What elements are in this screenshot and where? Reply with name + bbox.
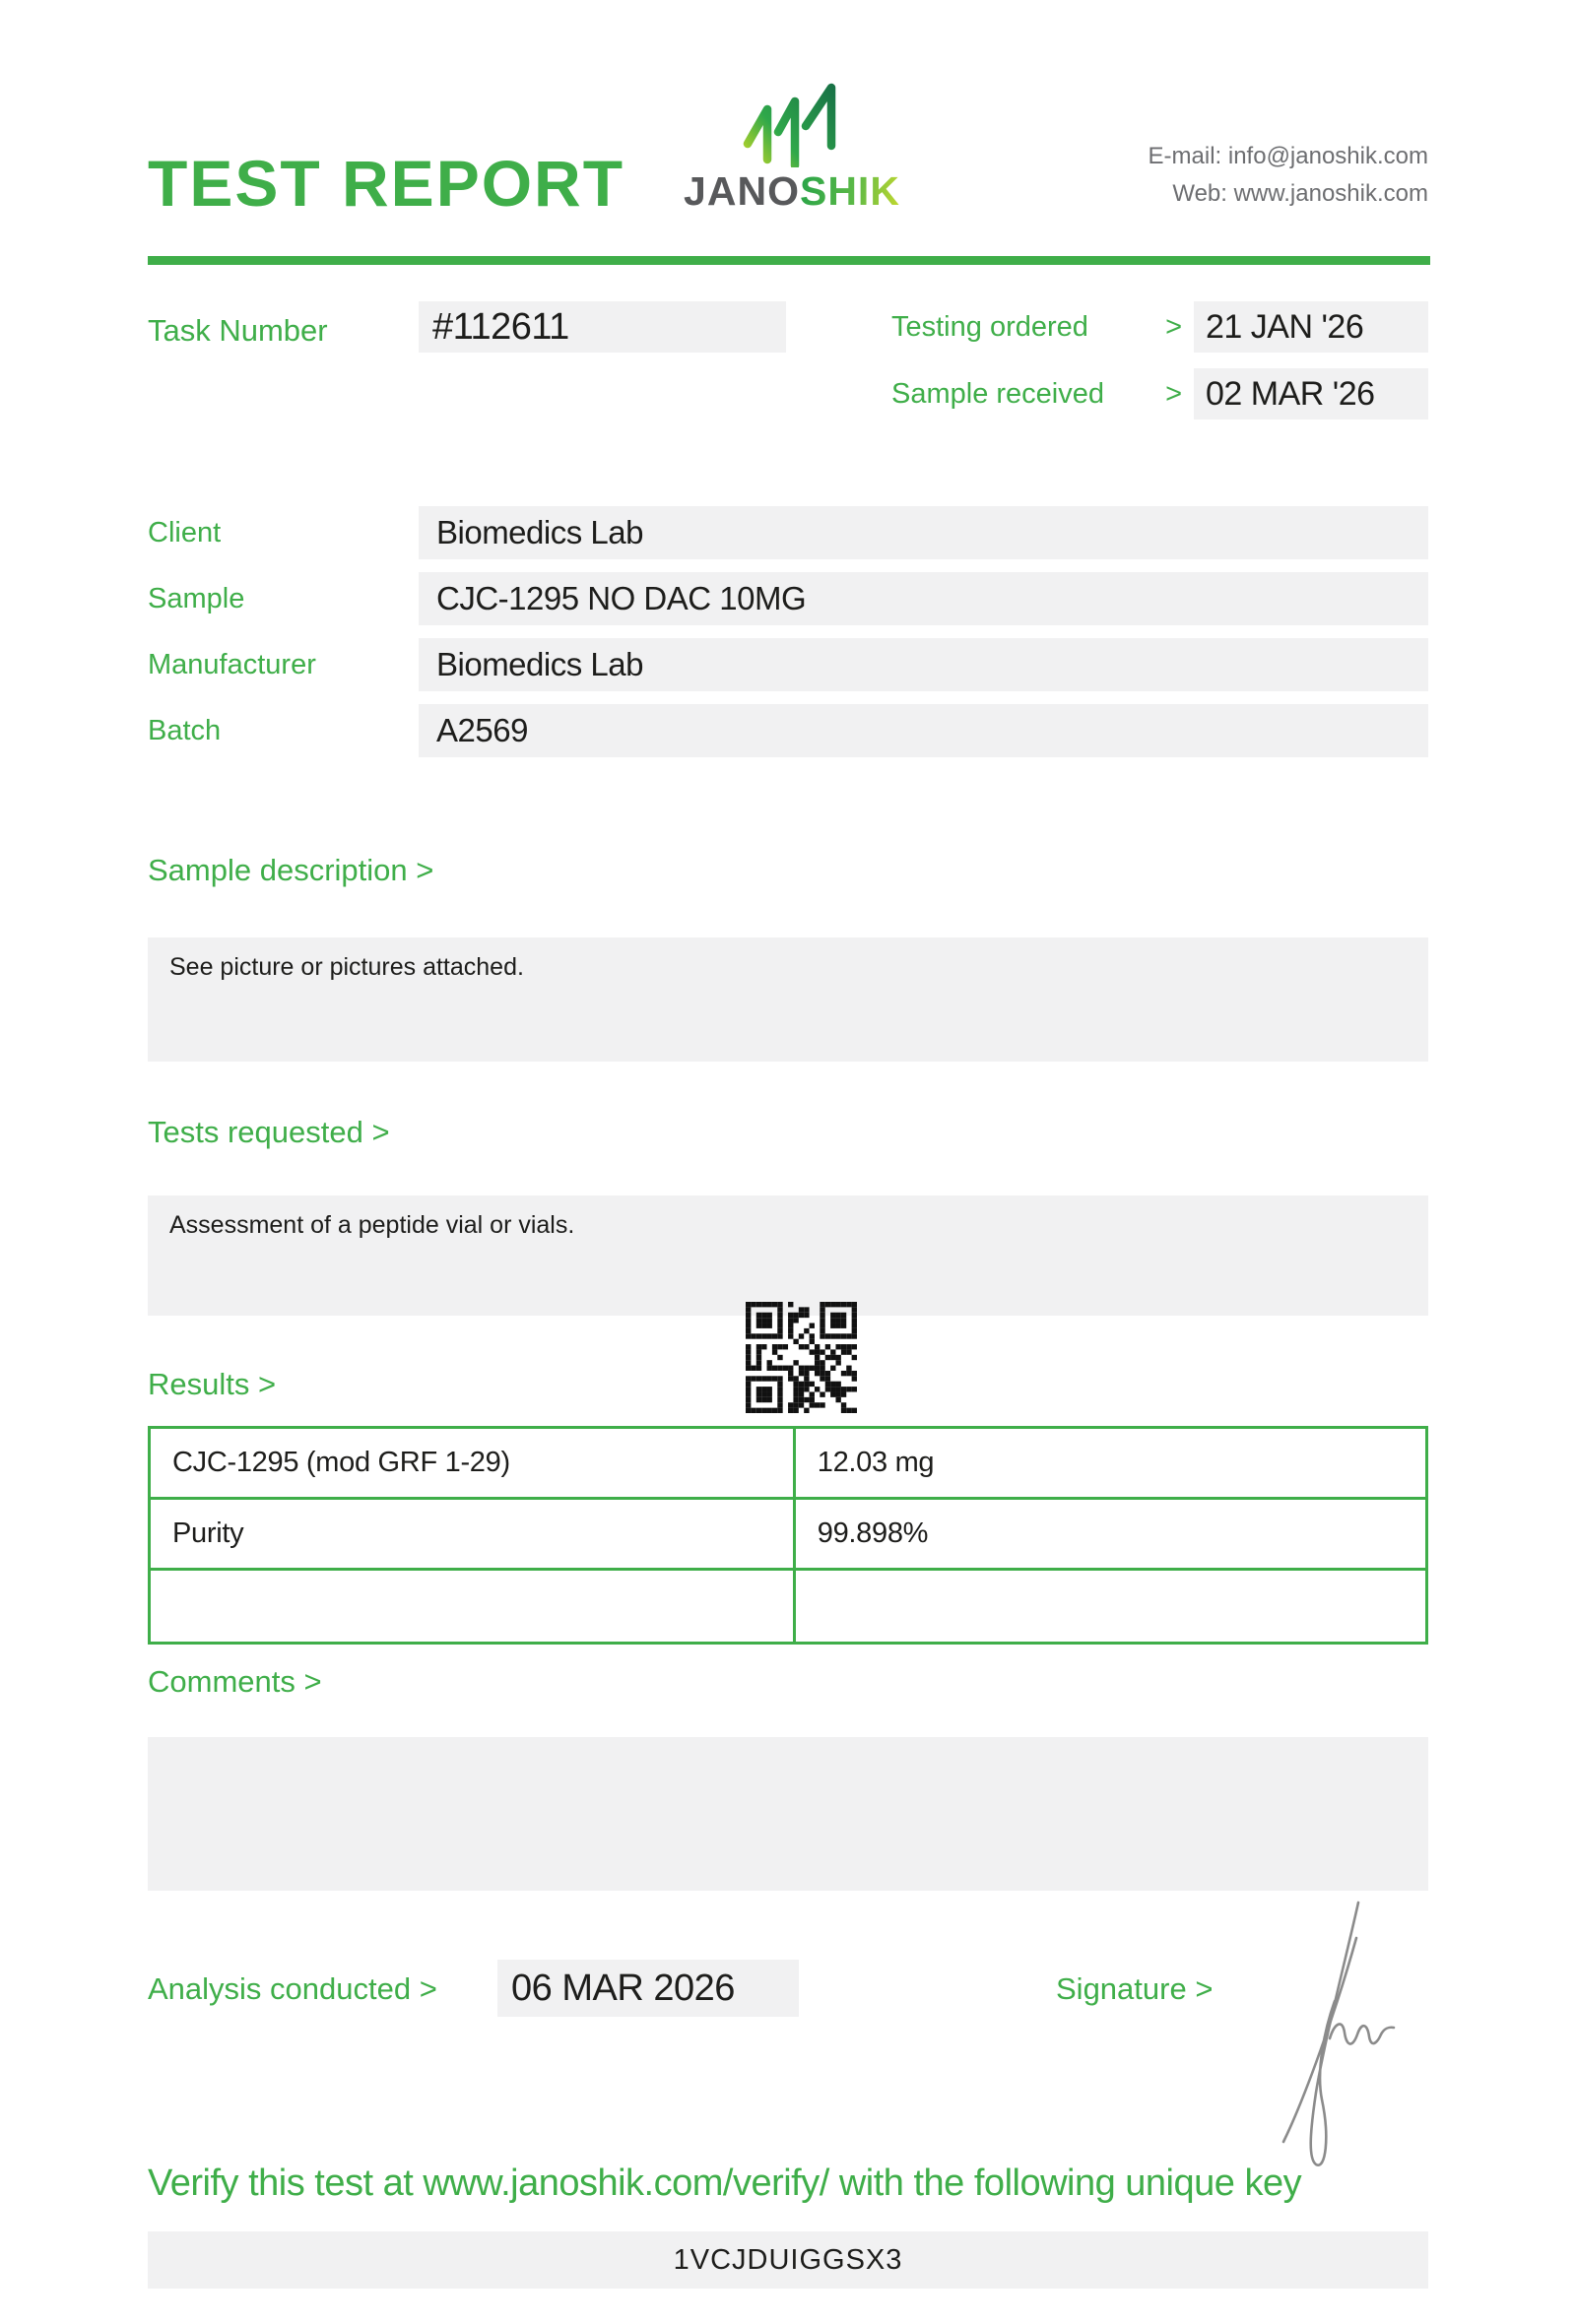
brand-jano: JANO <box>684 168 800 214</box>
brand-wordmark <box>682 168 902 214</box>
contact-block <box>1149 138 1428 213</box>
result-name: CJC-1295 (mod GRF 1-29) <box>151 1429 796 1500</box>
janoshik-logo <box>682 81 902 212</box>
sample-received-label: Sample received <box>891 378 1104 410</box>
analysis-conducted-label: Analysis conducted > <box>148 1971 437 2006</box>
sample-received-arrow: > <box>1165 378 1182 410</box>
result-value: 12.03 mg <box>796 1429 1425 1500</box>
tests-requested-heading: Tests requested > <box>148 1115 390 1149</box>
manufacturer-value: Biomedics Lab <box>419 638 1428 691</box>
task-number-value: #112611 <box>419 301 786 353</box>
contact-email: E-mail: info@janoshik.com <box>1148 143 1428 169</box>
sample-received-value: 02 MAR '26 <box>1194 368 1428 420</box>
tests-requested-box: Assessment of a peptide vial or vials. <box>148 1195 1428 1316</box>
sample-value: CJC-1295 NO DAC 10MG <box>419 572 1428 625</box>
verify-instruction: Verify this test at www.janoshik.com/verify/ with the following unique key <box>148 2163 1302 2204</box>
header-divider <box>148 256 1430 265</box>
result-value <box>796 1571 1425 1642</box>
signature-label: Signature > <box>1056 1971 1214 2006</box>
batch-value: A2569 <box>419 704 1428 757</box>
client-label: Client <box>148 517 222 549</box>
result-name <box>151 1571 796 1642</box>
testing-ordered-row <box>891 301 1428 353</box>
testing-ordered-arrow: > <box>1165 311 1182 343</box>
task-number-label: Task Number <box>148 313 328 348</box>
sample-description-heading: Sample description > <box>148 853 434 887</box>
sample-received-row <box>891 368 1428 420</box>
result-name: Purity <box>151 1500 796 1571</box>
comments-heading: Comments > <box>148 1664 322 1699</box>
result-value: 99.898% <box>796 1500 1425 1571</box>
batch-row <box>148 704 1428 757</box>
testing-ordered-label: Testing ordered <box>891 311 1088 343</box>
trend-chart-icon <box>741 81 843 167</box>
manufacturer-label: Manufacturer <box>148 649 316 680</box>
analysis-date-value: 06 MAR 2026 <box>497 1960 799 2017</box>
brand-shik: SHIK <box>799 168 900 214</box>
results-table <box>148 1426 1428 1645</box>
sample-label: Sample <box>148 583 245 614</box>
unique-key: 1VCJDUIGGSX3 <box>148 2231 1428 2289</box>
sample-description-box: See picture or pictures attached. <box>148 937 1428 1062</box>
comments-box <box>148 1737 1428 1891</box>
page-title: TEST REPORT <box>148 147 625 220</box>
client-row <box>148 506 1428 559</box>
batch-label: Batch <box>148 715 222 746</box>
contact-web: Web: www.janoshik.com <box>1172 180 1428 207</box>
client-value: Biomedics Lab <box>419 506 1428 559</box>
manufacturer-row <box>148 638 1428 691</box>
results-heading: Results > <box>148 1367 277 1401</box>
testing-ordered-value: 21 JAN '26 <box>1194 301 1428 353</box>
qr-code <box>746 1302 857 1413</box>
sample-row <box>148 572 1428 625</box>
signature-scribble <box>1276 1891 1399 2186</box>
